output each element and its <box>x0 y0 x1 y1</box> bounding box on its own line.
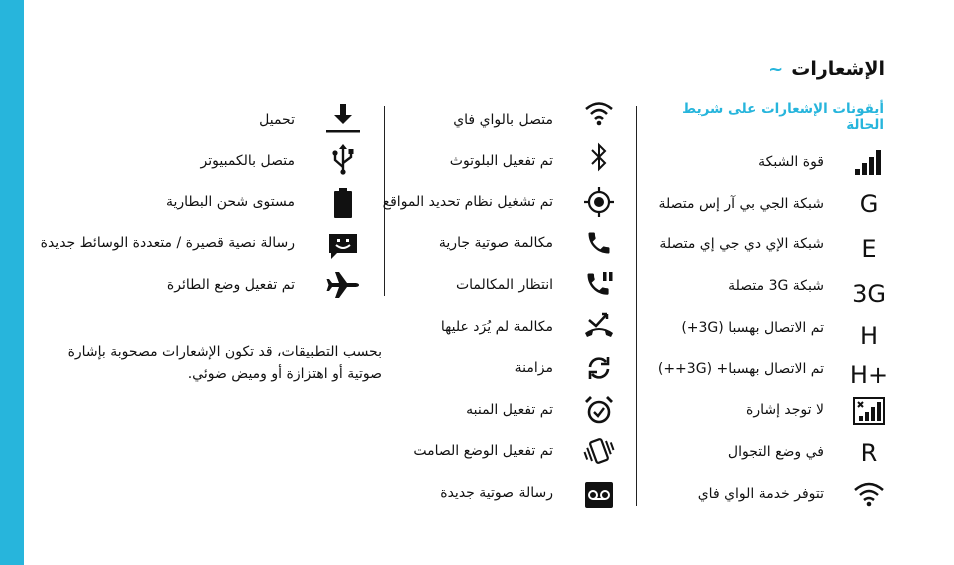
side-accent-bar <box>0 0 24 565</box>
sync-icon <box>582 352 616 384</box>
middle-item-label: تم تفعيل المنبه <box>466 402 553 418</box>
left-item-label: متصل بالكمبيوتر <box>200 153 295 169</box>
network-h-icon: H <box>859 322 879 350</box>
middle-item-label: تم تفعيل البلوتوث <box>449 153 553 169</box>
middle-item-label: مكالمة صوتية جارية <box>438 235 553 251</box>
right-item-label: تم الاتصال بهسبا (3G+) <box>681 320 824 336</box>
wifi-available-icon <box>851 479 887 509</box>
page-title-text: الإشعارات <box>791 58 885 80</box>
title-marker: ~ <box>768 58 784 80</box>
battery-icon <box>324 186 362 220</box>
right-item-label: شبكة 3G متصلة <box>728 278 824 294</box>
gps-icon <box>582 185 616 219</box>
bluetooth-icon <box>582 140 616 174</box>
left-item-label: مستوى شحن البطارية <box>165 194 295 210</box>
missed-call-icon <box>582 309 616 341</box>
divider-right <box>636 106 637 506</box>
network-e-icon: E <box>861 235 877 263</box>
middle-item-label: متصل بالواي فاي <box>453 112 553 128</box>
roaming-icon: R <box>860 439 878 467</box>
section-subtitle: أيقونات الإشعارات على شريط الحالة <box>682 101 884 133</box>
network-3g-icon: 3G <box>852 280 886 308</box>
right-item-label: تتوفر خدمة الواي فاي <box>697 486 824 502</box>
voicemail-icon <box>582 479 616 511</box>
right-item-label: في وضع التجوال <box>727 444 824 460</box>
right-item-label: شبكة الإي دي جي إي متصلة <box>659 236 824 252</box>
message-icon <box>324 229 362 263</box>
middle-item-label: مزامنة <box>514 360 553 376</box>
page-title <box>700 56 885 82</box>
left-item-label: تحميل <box>259 112 295 128</box>
call-hold-icon <box>582 268 616 300</box>
no-signal-icon <box>851 396 887 426</box>
middle-item-label: تم تفعيل الوضع الصامت <box>413 443 553 459</box>
vibrate-icon <box>582 434 616 468</box>
wifi-connected-icon <box>582 98 616 128</box>
right-item-label: لا توجد إشارة <box>746 402 824 418</box>
network-g-icon: G <box>859 190 879 218</box>
notification-note: بحسب التطبيقات، قد تكون الإشعارات مصحوبة بإشارة صوتية أو اهتزازة أو وميض ضوئي. <box>67 344 382 382</box>
signal-strength-icon <box>851 147 887 177</box>
usb-icon <box>324 142 362 176</box>
airplane-icon <box>324 268 362 302</box>
middle-item-label: انتظار المكالمات <box>455 277 553 293</box>
alarm-icon <box>582 393 616 427</box>
download-icon <box>324 101 362 135</box>
right-item-label: قوة الشبكة <box>758 154 824 170</box>
right-item-label: شبكة الجي بي آر إس متصلة <box>658 196 824 212</box>
middle-item-label: رسالة صوتية جديدة <box>440 485 553 501</box>
right-item-label: تم الاتصال بهسبا+ (3G++) <box>657 361 824 377</box>
network-hplus-icon: H+ <box>849 361 889 389</box>
left-item-label: رسالة نصية قصيرة / متعددة الوسائط جديدة <box>40 235 295 251</box>
middle-item-label: مكالمة لم يُرَد عليها <box>440 319 553 335</box>
phone-call-icon <box>582 227 616 259</box>
middle-item-label: تم تشغيل نظام تحديد المواقع <box>382 194 553 210</box>
left-item-label: تم تفعيل وضع الطائرة <box>166 277 295 293</box>
